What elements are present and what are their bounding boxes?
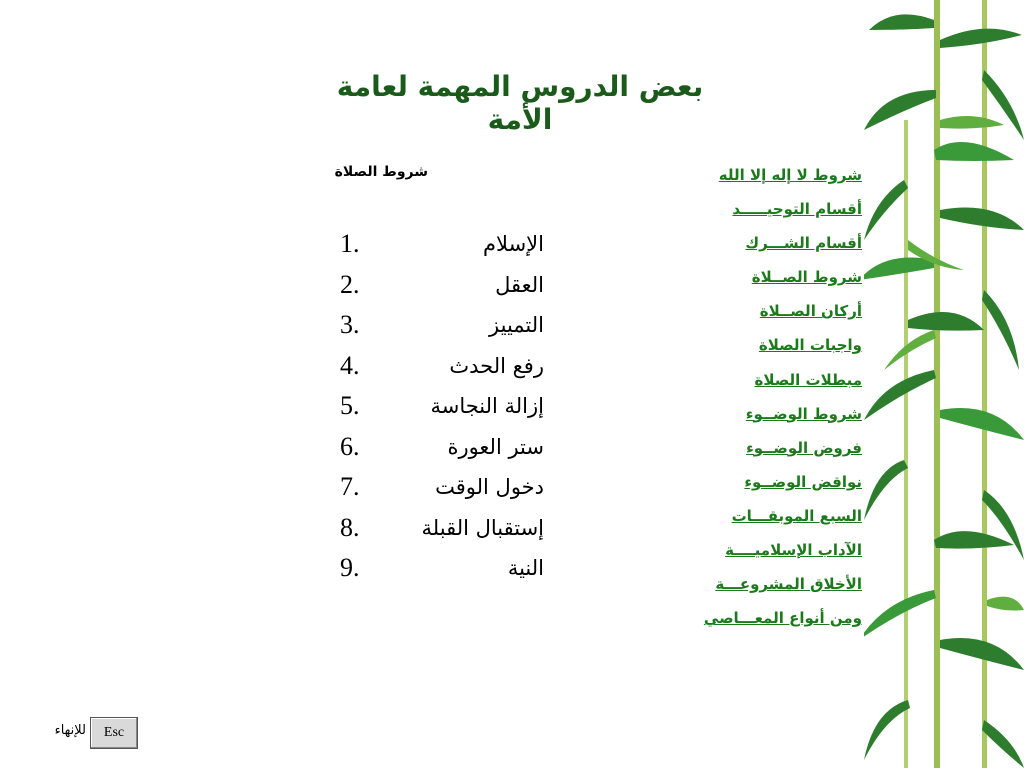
list-item-text: دخول الوقت bbox=[435, 475, 544, 500]
list-item-text: الإسلام bbox=[483, 232, 544, 257]
nav-link-ethics[interactable]: الأخلاق المشروعـــة bbox=[715, 575, 862, 594]
prayer-conditions-list bbox=[340, 224, 560, 589]
nav-link-prayer-invalidators[interactable]: مبطلات الصلاة bbox=[754, 370, 862, 389]
list-item-text: رفع الحدث bbox=[449, 353, 544, 378]
list-item-number: 8. bbox=[340, 512, 360, 542]
nav-link-prayer-conditions[interactable]: شروط الصــلاة bbox=[751, 268, 862, 287]
list-item-number: 3. bbox=[340, 310, 360, 340]
esc-button[interactable]: Esc bbox=[90, 717, 138, 749]
nav-link-wudu-conditions[interactable]: شروط الوضــوء bbox=[745, 404, 862, 423]
list-item bbox=[340, 386, 560, 427]
list-item-number: 9. bbox=[340, 553, 360, 583]
list-item-text: التمييز bbox=[489, 313, 544, 338]
nav-link-wudu-nullifiers[interactable]: نواقض الوضــوء bbox=[744, 472, 862, 491]
list-item-text: العقل bbox=[495, 272, 544, 297]
nav-link-sins-types[interactable]: ومن أنواع المعـــاصي bbox=[703, 609, 862, 628]
list-item-number: 7. bbox=[340, 472, 360, 502]
nav-link-prayer-pillars[interactable]: أركان الصــلاة bbox=[759, 302, 862, 321]
nav-link-islamic-manners[interactable]: الآداب الإسلاميــــة bbox=[725, 541, 862, 560]
nav-link-prayer-obligations[interactable]: واجبات الصلاة bbox=[758, 336, 862, 355]
nav-link-tawheed-conditions[interactable]: شروط لا إله إلا الله bbox=[718, 166, 862, 184]
list-item-text: النية bbox=[507, 556, 544, 581]
topics-nav bbox=[630, 158, 862, 635]
nav-link-tawheed-types[interactable]: أقسام التوحيـــــد bbox=[732, 200, 862, 219]
nav-link-seven-sins[interactable]: السبع الموبقـــات bbox=[731, 506, 862, 525]
list-item-text: ستر العورة bbox=[447, 434, 544, 459]
list-item-number: 2. bbox=[340, 269, 360, 299]
nav-link-wudu-obligations[interactable]: فروض الوضــوء bbox=[746, 438, 862, 457]
page-title: بعض الدروس المهمة لعامة الأمة bbox=[336, 70, 704, 136]
nav-link-shirk-types[interactable]: أقسام الشـــرك bbox=[745, 234, 862, 253]
list-item-number: 1. bbox=[340, 229, 360, 259]
esc-label: للإنهاء bbox=[54, 723, 86, 738]
list-item bbox=[340, 224, 560, 265]
list-item-number: 4. bbox=[340, 350, 360, 380]
list-item-number: 5. bbox=[340, 391, 360, 421]
list-item bbox=[340, 265, 560, 306]
list-item bbox=[340, 305, 560, 346]
list-item bbox=[340, 346, 560, 387]
list-item-text: إزالة النجاسة bbox=[430, 394, 544, 419]
list-item-text: إستقبال القبلة bbox=[421, 515, 544, 540]
list-item-number: 6. bbox=[340, 431, 360, 461]
list-item bbox=[340, 467, 560, 508]
list-item bbox=[340, 427, 560, 468]
list-item bbox=[340, 548, 560, 589]
list-item bbox=[340, 508, 560, 549]
section-subtitle: شروط الصلاة bbox=[334, 164, 428, 180]
bamboo-decoration-icon bbox=[864, 0, 1024, 768]
